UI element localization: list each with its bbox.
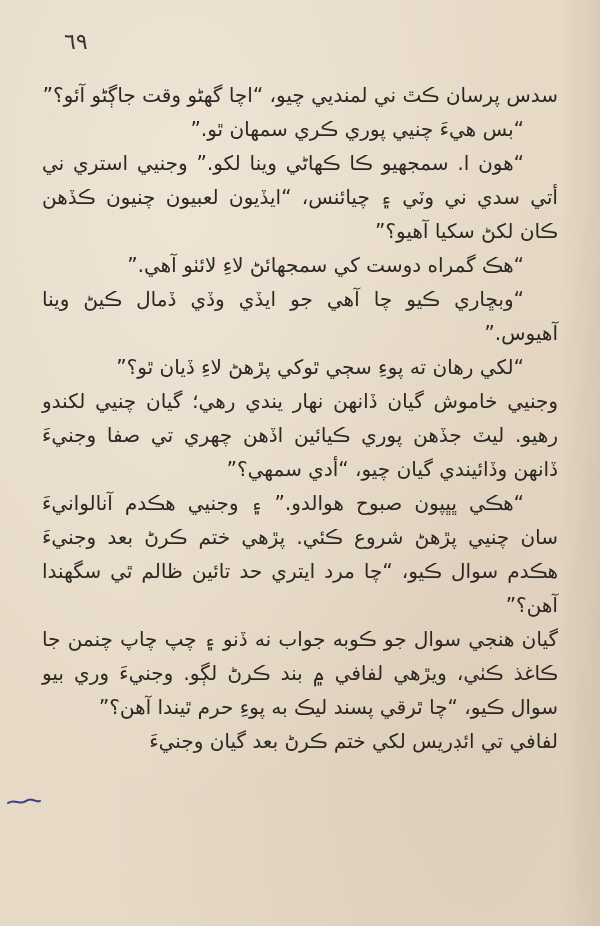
paragraph-9: گيان هنجي سوال جو ڪوبه جواب نه ڏنو ۽ چپ چاپ چنمن جا ڪاغذ ڪٺي، ويڙهي لفافي ۾ بند ڪرڻ لڳو. وجنيءَ وري بيو سوال ڪيو، “چا ٿرقي پسند ليڪ به پوءِ حرم ٿيندا آهن؟” xyxy=(42,627,558,719)
paragraph-2: “بس هيءَ چنيي پوري ڪري سمهان ٿو.” xyxy=(190,117,524,141)
paragraph-5: “وبڇاري ڪيو چا آهي جو ايڏي وڏي ڏمال ڪيڻ وينا آهيوس.” xyxy=(42,287,558,345)
paragraph-6: “لکي رهان ته پوءِ سڄي ٿوکي پڙهڻ لاءِ ڏيان ٿو؟” xyxy=(116,355,524,379)
paragraph-10: لفافي تي ائڊريس لکي ختم ڪرڻ بعد گيان وجنيءَ xyxy=(149,729,558,753)
page-edge-shading xyxy=(560,0,600,926)
paragraph-8: “هڪي ڀڀپون صبوح هوالدو.” ۽ وجنيي هڪدم آنالوانيءَ سان چنيي پڙهڻ شروع ڪئي. پڙهي ختم ڪرڻ بعد وجنيءَ هڪدم سوال ڪيو، “چا مرد ايتري حد تائين ظالم ٿي سگهندا آهن؟” xyxy=(42,491,558,617)
paragraph-7: وجنيي خاموش گيان ڏانهن نهار يندي رهي؛ گيان چنيي لکندو رهيو. ليٽ جڏهن پوري ڪيائين اڏهن چهري تي صفا وجنيءَ ڏانهن وڏائيندي گيان چيو، “أدي سمهي؟” xyxy=(42,389,558,481)
page-number: ٦٩ xyxy=(64,30,88,55)
paragraph-1: سدس پرسان ڪٿ ني لمنديي چيو، “اچا گهڻو وقت جاڳڻو آئو؟” xyxy=(42,83,558,107)
paragraph-3: “هون ا. سمجهيو ڪا ڪهاڻي وينا لکو.” وجنيي استري ني أتي سدي ني وٽي ۽ چيائنس، “ايڏيون لعبيون چنيون ڪڏهن ڪان لکڻ سکيا آهيو؟” xyxy=(42,151,558,243)
body-text xyxy=(42,78,558,758)
pen-margin-mark xyxy=(6,795,42,809)
paragraph-4: “هڪ گمراه دوست کي سمجهائڻ لاءِ لائٺو آهي.” xyxy=(127,253,524,277)
